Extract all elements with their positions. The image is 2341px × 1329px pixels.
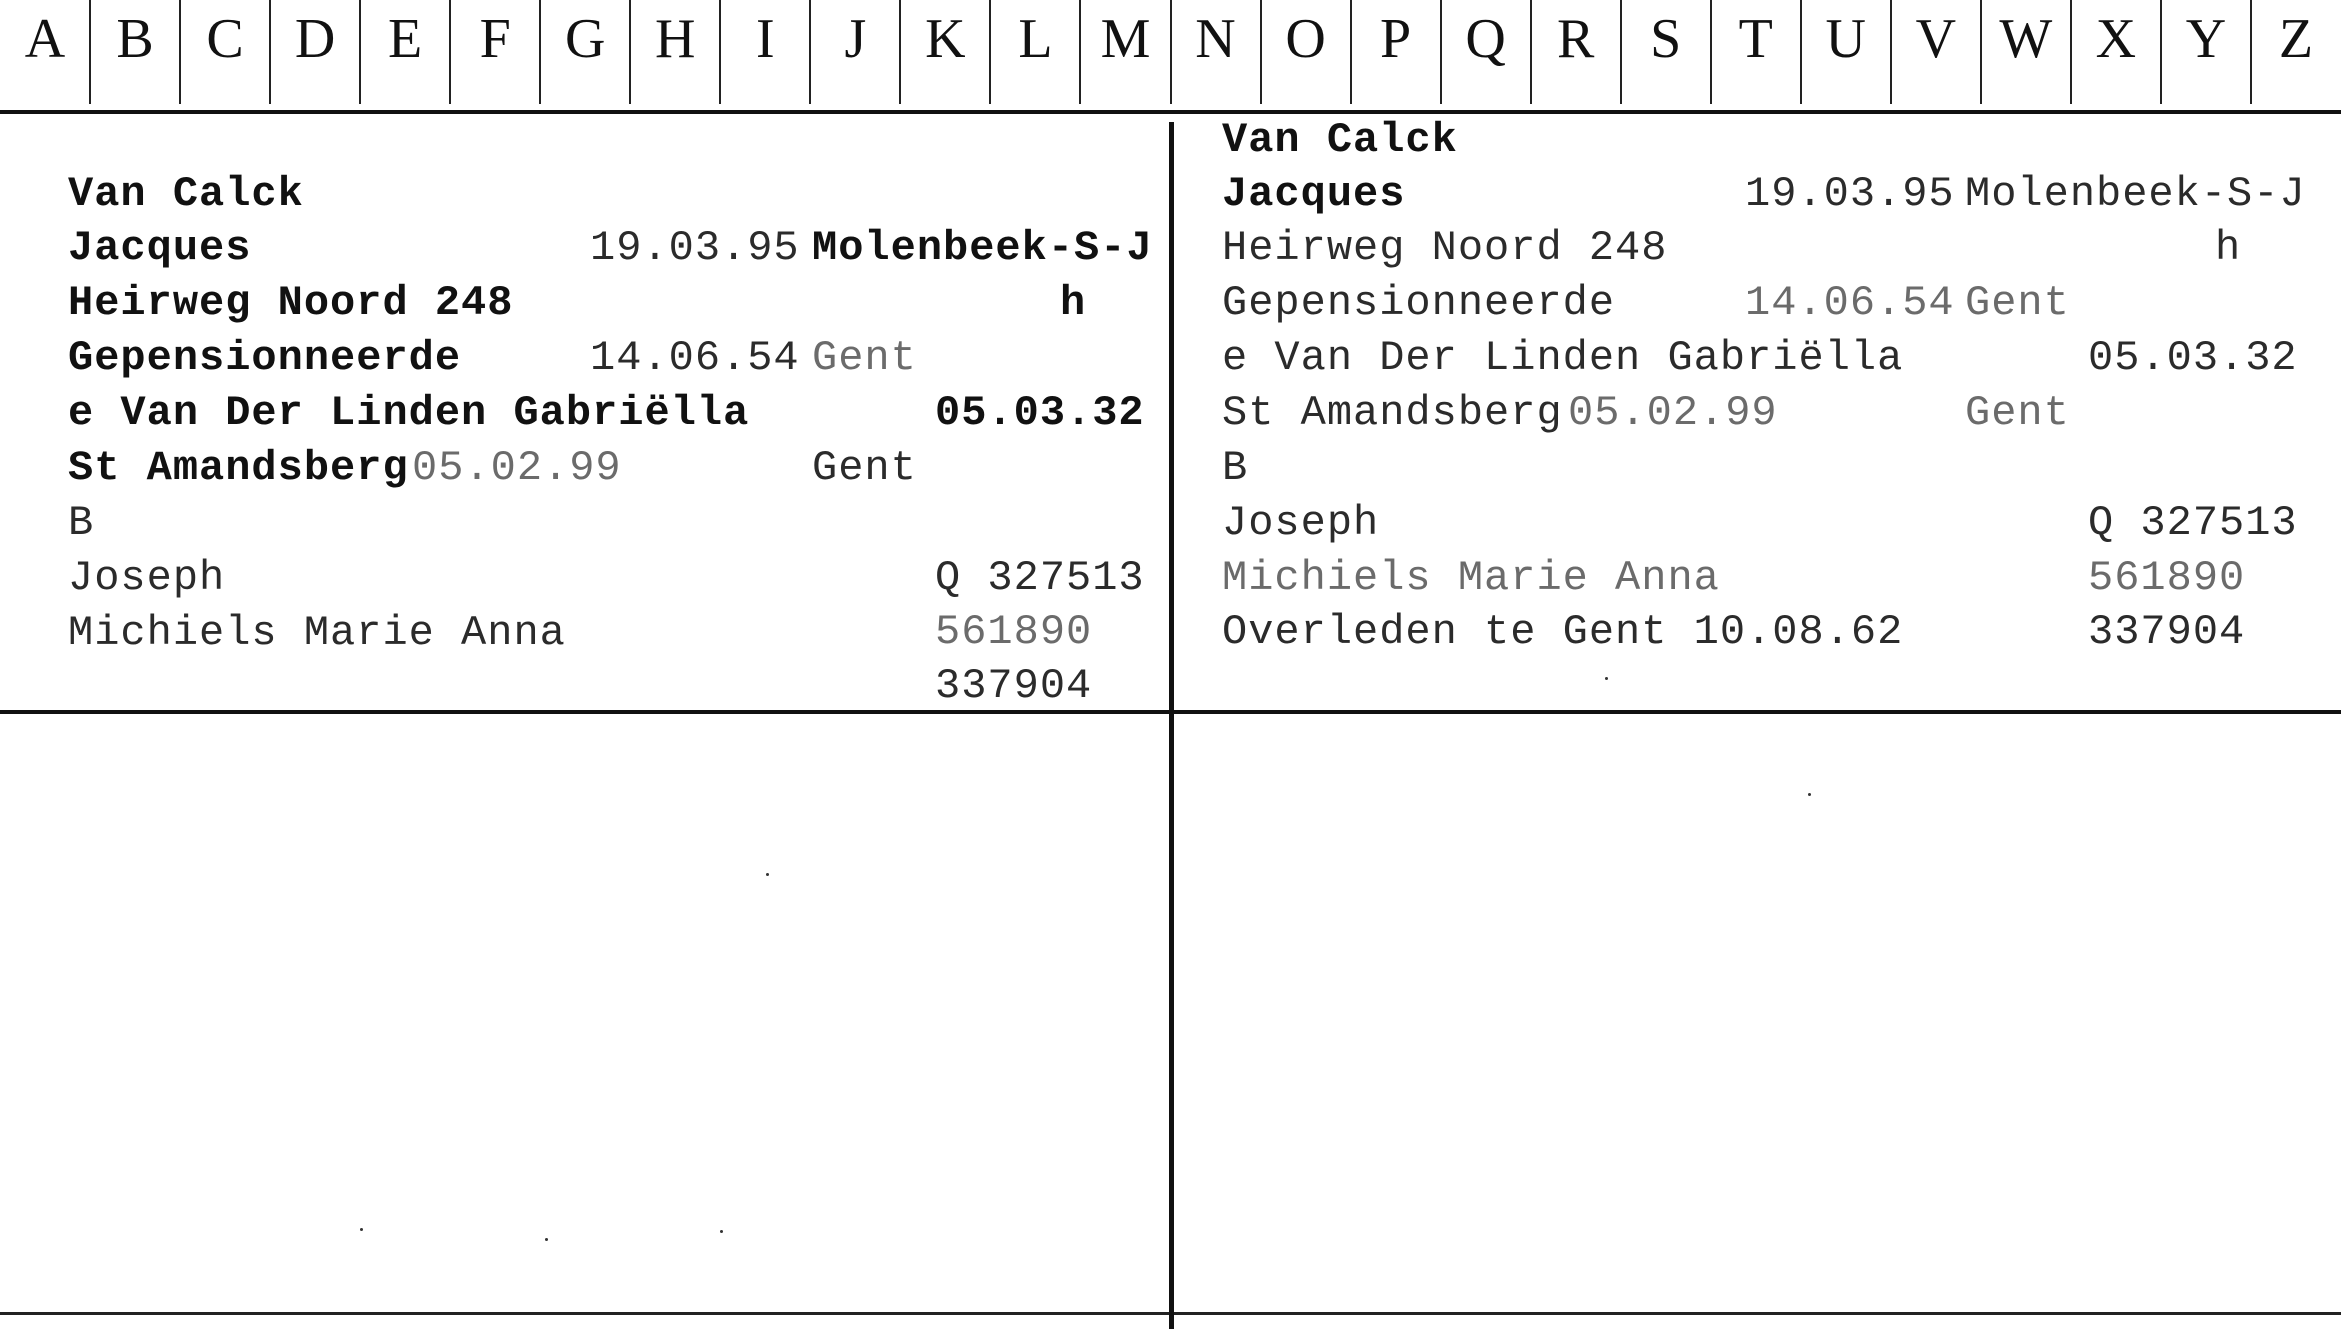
alphabet-letter-x: X <box>2095 8 2137 70</box>
alphabet-letter-f: F <box>479 8 511 70</box>
alphabet-separator <box>1890 0 1892 104</box>
card-divider-vertical <box>1169 122 1174 1329</box>
card-left-spouse-address-place: Gent <box>812 444 917 492</box>
card-left-occupation: Gepensionneerde <box>68 334 462 382</box>
card-right-birth-place: Molenbeek-S-J <box>1965 170 2306 218</box>
card-right-number-3: 337904 <box>2088 608 2246 656</box>
alphabet-index-bar <box>0 0 2341 112</box>
card-left-spouse-date: 05.03.32 <box>935 389 1145 437</box>
alphabet-letter-g: G <box>565 8 606 70</box>
alphabet-letter-u: U <box>1825 8 1866 70</box>
card-left-code: B <box>68 499 95 547</box>
alphabet-separator <box>2160 0 2162 104</box>
card-left-spouse-address-date: 05.02.99 <box>412 444 622 492</box>
card-left-birth-date: 19.03.95 <box>590 224 800 272</box>
alphabet-separator <box>719 0 721 104</box>
alphabet-letter-p: P <box>1380 8 1412 70</box>
alphabet-letter-t: T <box>1738 8 1773 70</box>
alphabet-letter-m: M <box>1100 8 1151 70</box>
alphabet-separator <box>1980 0 1982 104</box>
card-right-occupation-place: Gent <box>1965 279 2070 327</box>
alphabet-letter-v: V <box>1915 8 1957 70</box>
card-right-death-note: Overleden te Gent 10.08.62 <box>1222 608 1904 656</box>
alphabet-separator <box>809 0 811 104</box>
card-left-number-2: 561890 <box>935 608 1093 656</box>
alphabet-letter-s: S <box>1650 8 1682 70</box>
alphabet-letter-r: R <box>1556 8 1595 70</box>
card-right-spouse-address-date: 05.02.99 <box>1568 389 1778 437</box>
scan-speck <box>766 873 769 876</box>
card-left-number-3: 337904 <box>935 662 1093 710</box>
card-right-father: Joseph <box>1222 499 1380 547</box>
alphabet-separator <box>1350 0 1352 104</box>
alphabet-letter-k: K <box>925 8 966 70</box>
alphabet-separator <box>269 0 271 104</box>
alphabet-separator <box>2070 0 2072 104</box>
card-left-mother: Michiels Marie Anna <box>68 609 566 657</box>
card-right-spouse-address-place: Gent <box>1965 389 2070 437</box>
alphabet-separator <box>179 0 181 104</box>
alphabet-separator <box>89 0 91 104</box>
scan-speck <box>1605 677 1608 680</box>
alphabet-separator <box>1079 0 1081 104</box>
alphabet-letter-o: O <box>1285 8 1326 70</box>
card-right-birth-date: 19.03.95 <box>1745 170 1955 218</box>
card-right-number-2: 561890 <box>2088 554 2246 602</box>
alphabet-letter-n: N <box>1195 8 1236 70</box>
card-left-spouse: e Van Der Linden Gabriëlla <box>68 389 750 437</box>
card-right-spouse: e Van Der Linden Gabriëlla <box>1222 334 1904 382</box>
card-left-birth-place: Molenbeek-S-J <box>812 224 1153 272</box>
card-right-occupation-date: 14.06.54 <box>1745 279 1955 327</box>
card-left-mark: h <box>1060 279 1087 327</box>
alphabet-letter-q: Q <box>1465 8 1506 70</box>
alphabet-letter-w: W <box>1999 8 2053 70</box>
alphabet-separator <box>2250 0 2252 104</box>
alphabet-separator <box>1260 0 1262 104</box>
alphabet-letter-b: B <box>116 8 154 70</box>
scan-speck <box>1808 793 1811 796</box>
alphabet-letter-c: C <box>206 8 244 70</box>
alphabet-separator <box>359 0 361 104</box>
alphabet-separator <box>449 0 451 104</box>
card-right-mother: Michiels Marie Anna <box>1222 554 1720 602</box>
alphabet-baseline <box>0 110 2341 114</box>
alphabet-separator <box>899 0 901 104</box>
card-left-first-name: Jacques <box>68 224 252 272</box>
card-left-surname: Van Calck <box>68 170 304 218</box>
alphabet-separator <box>1800 0 1802 104</box>
alphabet-letter-y: Y <box>2185 8 2227 70</box>
alphabet-letter-j: J <box>844 8 867 70</box>
alphabet-separator <box>629 0 631 104</box>
card-left-occupation-date: 14.06.54 <box>590 334 800 382</box>
card-right-address: Heirweg Noord 248 <box>1222 224 1668 272</box>
card-right-spouse-date: 05.03.32 <box>2088 334 2298 382</box>
card-right-first-name: Jacques <box>1222 170 1406 218</box>
alphabet-separator <box>1710 0 1712 104</box>
card-bottom-line-left <box>0 1312 1169 1315</box>
alphabet-letter-e: E <box>388 8 423 70</box>
alphabet-letter-l: L <box>1018 8 1053 70</box>
alphabet-separator <box>989 0 991 104</box>
card-bottom-line-right <box>1174 1312 2341 1315</box>
alphabet-separator <box>539 0 541 104</box>
card-right-mark: h <box>2215 224 2242 272</box>
card-divider-horizontal-right <box>1174 710 2341 714</box>
alphabet-letter-i: I <box>755 8 775 70</box>
scan-speck <box>720 1230 723 1233</box>
alphabet-letter-z: Z <box>2278 8 2314 70</box>
card-left-occupation-place: Gent <box>812 334 917 382</box>
card-left-father: Joseph <box>68 554 226 602</box>
card-right-spouse-address: St Amandsberg <box>1222 389 1563 437</box>
scan-speck <box>545 1238 548 1241</box>
card-right-surname: Van Calck <box>1222 116 1458 164</box>
alphabet-letter-d: D <box>294 8 336 70</box>
card-left-number-1: Q 327513 <box>935 554 1145 602</box>
alphabet-separator <box>1170 0 1172 104</box>
card-right-number-1: Q 327513 <box>2088 499 2298 547</box>
alphabet-separator <box>1530 0 1532 104</box>
alphabet-letter-h: H <box>655 8 696 70</box>
card-left-address: Heirweg Noord 248 <box>68 279 514 327</box>
card-left-spouse-address: St Amandsberg <box>68 444 409 492</box>
scan-speck <box>360 1228 363 1231</box>
card-right-occupation: Gepensionneerde <box>1222 279 1616 327</box>
alphabet-separator <box>1440 0 1442 104</box>
alphabet-letter-a: A <box>24 8 66 70</box>
card-right-code: B <box>1222 444 1249 492</box>
alphabet-separator <box>1620 0 1622 104</box>
